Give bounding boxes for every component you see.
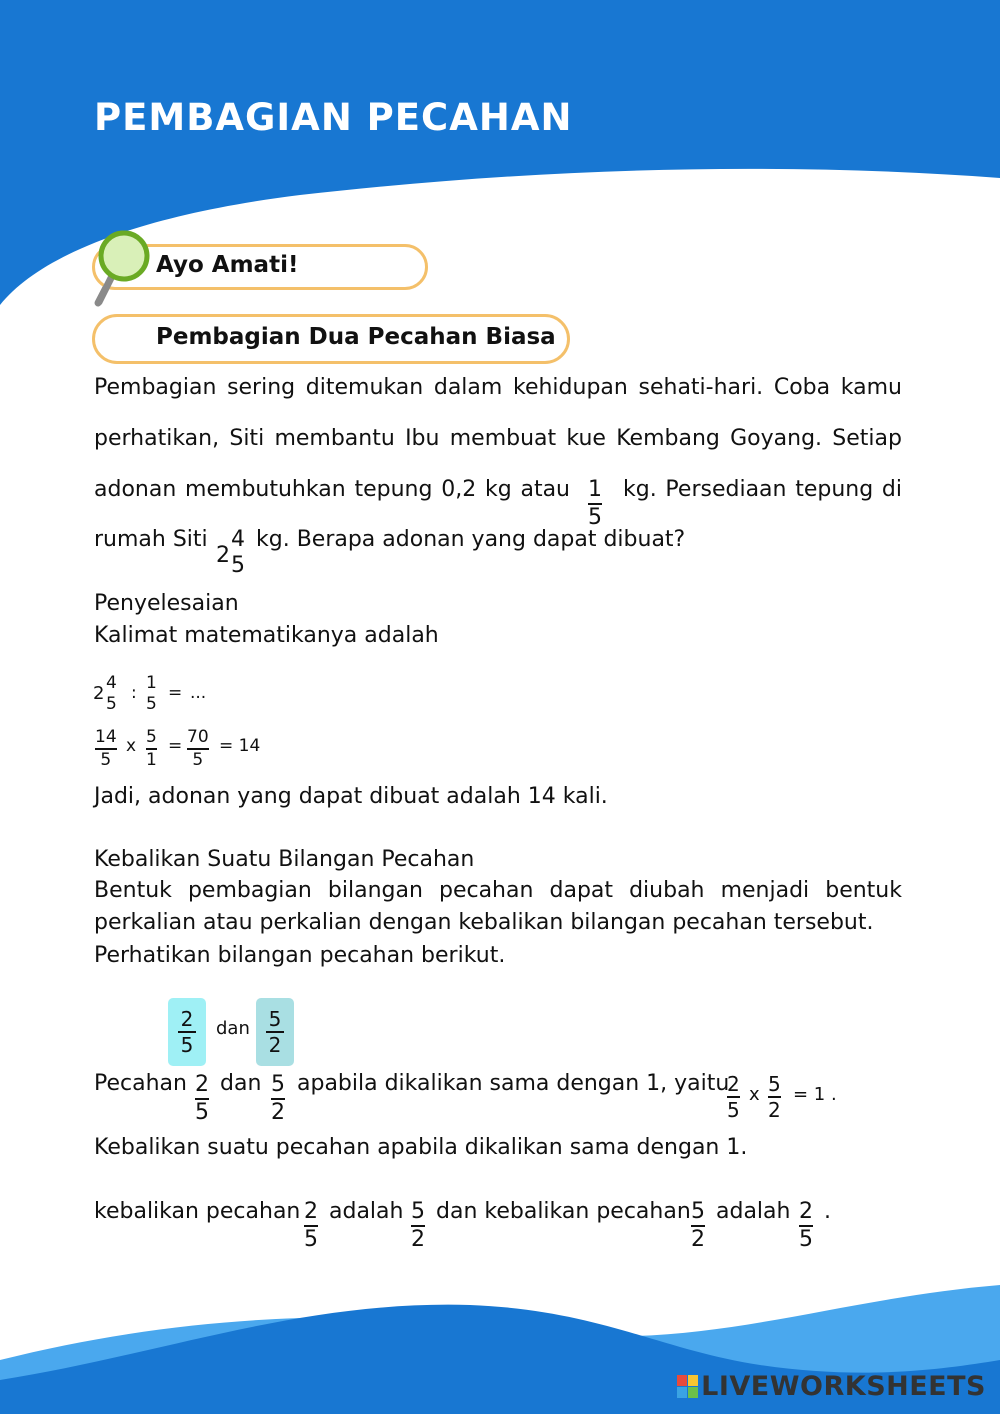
eq2-fraction-b: 5 1 bbox=[146, 727, 157, 770]
eq1-equals: = bbox=[168, 683, 183, 703]
eq2-op: x bbox=[126, 736, 137, 756]
fraction-2-5-b: 2 5 bbox=[304, 1199, 318, 1252]
eq2-fraction-a: 14 5 bbox=[95, 727, 117, 770]
reciprocal-line-1a: Pecahan bbox=[94, 1071, 187, 1096]
solution-label: Penyelesaian bbox=[94, 591, 239, 616]
reciprocal-paragraph-2: Perhatikan bilangan pecahan berikut. bbox=[94, 943, 506, 968]
fraction-5-2-b: 5 2 bbox=[411, 1199, 425, 1252]
fraction-box-2-5: 2 5 bbox=[168, 998, 206, 1066]
logo-text: LIVEWORKSHEETS bbox=[701, 1371, 986, 1402]
dan-label: dan bbox=[216, 1018, 250, 1039]
solution-sentence-label: Kalimat matematikanya adalah bbox=[94, 623, 439, 648]
eq1-fraction-b: 1 5 bbox=[146, 673, 157, 714]
fraction-2-5: 2 5 bbox=[195, 1072, 209, 1125]
reciprocal-line-3e: . bbox=[824, 1199, 831, 1224]
story-line-1: Pembagian sering ditemukan dalam kehidupan sehati-hari. Coba kamu bbox=[94, 375, 902, 400]
reciprocal-line-3d: adalah bbox=[716, 1199, 791, 1224]
reciprocal-heading: Kebalikan Suatu Bilangan Pecahan bbox=[94, 847, 475, 872]
fraction-box-5-2: 5 2 bbox=[256, 998, 294, 1066]
mixed-fraction: 4 5 bbox=[231, 527, 245, 578]
fraction-2-5-c: 2 5 bbox=[799, 1199, 813, 1252]
reciprocal-line-1c: apabila dikalikan sama dengan 1, yaitu bbox=[297, 1071, 730, 1096]
eq1-fraction-a: 4 5 bbox=[106, 673, 117, 714]
fraction-5-2-product: 5 2 bbox=[768, 1072, 781, 1122]
mixed-whole: 2 bbox=[216, 543, 230, 568]
eq2-result: = 14 bbox=[219, 736, 261, 756]
logo-icon bbox=[677, 1375, 699, 1399]
times-symbol: x bbox=[749, 1084, 760, 1105]
reciprocal-paragraph: Bentuk pembagian bilangan pecahan dapat diubah menjadi bentuk perkalian atau perkalian dengan kebalikan bilangan pecahan tersebut. bbox=[94, 878, 902, 935]
reciprocal-line-1b: dan bbox=[220, 1071, 262, 1096]
story-line-4b: kg. Berapa adonan yang dapat dibuat? bbox=[256, 527, 686, 552]
section-label: Ayo Amati! bbox=[156, 252, 299, 278]
eq1-op: : bbox=[131, 683, 137, 703]
subsection-label: Pembagian Dua Pecahan Biasa bbox=[156, 324, 556, 350]
reciprocal-line-3c: dan kebalikan pecahan bbox=[436, 1199, 691, 1224]
eq2-fraction-c: 70 5 bbox=[187, 727, 209, 770]
page-title: PEMBAGIAN PECAHAN bbox=[94, 96, 573, 139]
fraction-one-fifth: 1 5 bbox=[588, 477, 602, 530]
eq1-result: ... bbox=[190, 683, 207, 703]
story-line-3a: adonan membutuhkan tepung 0,2 kg atau bbox=[94, 477, 570, 502]
reciprocal-line-3a: kebalikan pecahan bbox=[94, 1199, 301, 1224]
equals-one: = 1 . bbox=[793, 1084, 837, 1105]
eq2-equals: = bbox=[168, 736, 183, 756]
reciprocal-line-3b: adalah bbox=[329, 1199, 404, 1224]
reciprocal-line-2: Kebalikan suatu pecahan apabila dikalikan sama dengan 1. bbox=[94, 1135, 748, 1160]
eq1-whole: 2 bbox=[93, 683, 105, 704]
fraction-5-2: 5 2 bbox=[271, 1072, 285, 1125]
story-line-3b: kg. Persediaan tepung di bbox=[623, 477, 902, 502]
magnifier-icon bbox=[95, 229, 153, 309]
fraction-5-2-c: 5 2 bbox=[691, 1199, 705, 1252]
liveworksheets-logo[interactable] bbox=[677, 1371, 986, 1402]
solution-conclusion: Jadi, adonan yang dapat dibuat adalah 14 kali. bbox=[94, 784, 608, 809]
story-line-4a: rumah Siti bbox=[94, 527, 208, 552]
story-line-2: perhatikan, Siti membantu Ibu membuat kue Kembang Goyang. Setiap bbox=[94, 426, 902, 451]
fraction-2-5-product: 2 5 bbox=[727, 1072, 740, 1122]
